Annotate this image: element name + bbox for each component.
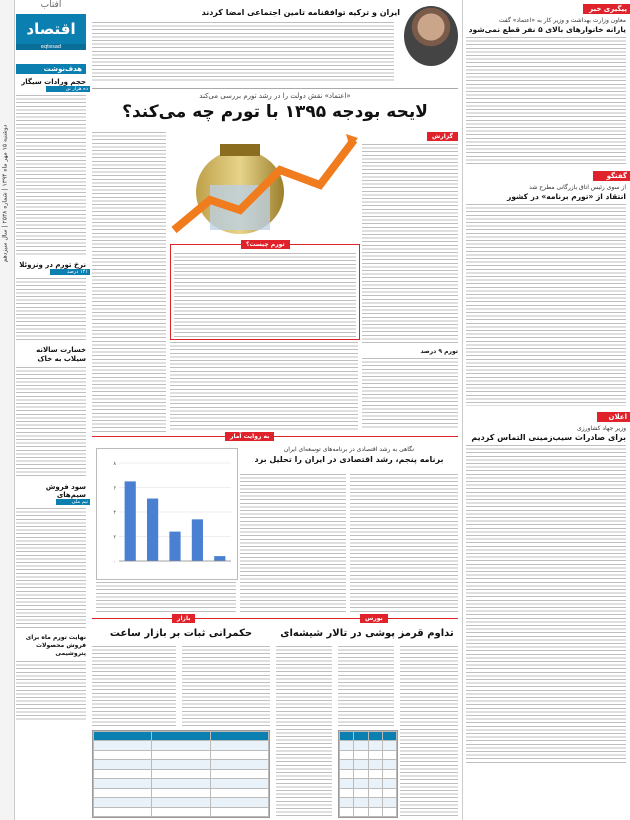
y-tick-label: ۶: [113, 485, 116, 492]
table-cell: [210, 760, 268, 769]
table-cell: [94, 798, 152, 807]
table-cell: [354, 788, 368, 797]
sidebar-story-4: [16, 483, 86, 630]
table-cell: [340, 741, 354, 750]
table-cell: [94, 779, 152, 788]
table-cell: [152, 779, 210, 788]
table-cell: [94, 750, 152, 759]
main-left-text: [92, 132, 166, 432]
sidebar-story-subtitle: ده هزار تن: [46, 86, 90, 92]
table-row: [94, 779, 269, 788]
table-cell: [94, 760, 152, 769]
section-banner: [16, 14, 86, 44]
table-cell: [94, 788, 152, 797]
sidebar-story-5: [16, 634, 86, 721]
sidebar-story-3: [16, 346, 86, 477]
report-subhead: تورم ۹ درصد: [420, 348, 458, 355]
jar-arrow-illustration: [170, 130, 358, 240]
sidebar-story-title: حجم ورادات سیگار: [21, 78, 86, 86]
bar: [147, 499, 158, 561]
table-cell: [152, 798, 210, 807]
right-column: [462, 0, 629, 820]
table-cell: [340, 779, 354, 788]
left-sidebar: [16, 0, 86, 820]
chart-section-text-3: [350, 474, 458, 614]
data-table: [93, 731, 269, 817]
table-cell: [382, 779, 396, 788]
right-story2-headline: انتقاد از «تورم برنامه» در کشور: [507, 192, 626, 201]
table-cell: [368, 769, 382, 778]
bar-chart-svg: [97, 449, 237, 579]
top-story-photo: [404, 6, 458, 66]
vertical-dateline: [0, 0, 15, 820]
right-tag-3: اعلان: [597, 412, 630, 422]
table-cell: [152, 769, 210, 778]
report-column: [362, 132, 458, 432]
sidebar-story-title: نهایت تورم ماه برای فروش محصولات پتروشیمی: [25, 634, 86, 657]
bar-chart: [96, 448, 238, 580]
bar: [125, 481, 136, 561]
table-cell: [354, 732, 368, 741]
y-tick-label: ۰: [113, 559, 116, 565]
chart-section-kicker: نگاهی به رشد اقتصادی در برنامه‌های توسعه‌ای ایران: [283, 446, 415, 453]
table-cell: [152, 750, 210, 759]
chart-section-text-2: [240, 474, 346, 614]
table-row: [94, 760, 269, 769]
table-cell: [354, 741, 368, 750]
sidebar-story-subtitle: تیم ملی: [56, 499, 90, 505]
main-headline: لایحه بودجه ۱۳۹۵ با تورم چه می‌کند؟: [122, 102, 428, 122]
bottom-right-story: [276, 615, 458, 818]
right-story1-headline: یارانه خانوارهای بالای ۵ نفر قطع نمی‌شود: [468, 25, 626, 34]
table-cell: [382, 769, 396, 778]
bottom-right-table: [338, 730, 398, 818]
table-row: [340, 760, 397, 769]
table-cell: [368, 798, 382, 807]
table-cell: [210, 807, 268, 817]
bottom-left-headline: حکمرانی ثبات بر بازار ساعت: [109, 628, 253, 639]
table-cell: [382, 760, 396, 769]
table-cell: [382, 798, 396, 807]
table-cell: [94, 769, 152, 778]
table-cell: [340, 798, 354, 807]
y-tick-label: ۸: [113, 461, 116, 467]
right-story3-headline: برای صادرات سیب‌زمینی التماس کردیم: [471, 433, 626, 442]
right-tag-1: پیگیری خبر: [583, 4, 630, 14]
bottom-right-tag: بورس: [360, 614, 388, 623]
table-cell: [340, 807, 354, 817]
table-row: [94, 741, 269, 750]
table-cell: [354, 779, 368, 788]
table-cell: [368, 750, 382, 759]
table-cell: [152, 741, 210, 750]
table-cell: [152, 788, 210, 797]
what-is-inflation-box: [170, 241, 360, 340]
table-cell: [368, 732, 382, 741]
table-row: [340, 798, 397, 807]
table-cell: [354, 798, 368, 807]
table-cell: [368, 788, 382, 797]
box-tag: تورم چیست؟: [241, 240, 290, 249]
right-tag-2: گفتگو: [593, 171, 630, 181]
table-cell: [382, 741, 396, 750]
table-row: [340, 779, 397, 788]
right-story3-kicker: وزیر جهاد کشاورزی: [577, 425, 626, 432]
table-cell: [382, 788, 396, 797]
table-cell: [382, 750, 396, 759]
table-cell: [340, 788, 354, 797]
sidebar-header: هدف‌نوشت: [16, 64, 86, 74]
bottom-left-tag: بازار: [172, 614, 195, 623]
table-row: [94, 807, 269, 817]
table-row: [340, 741, 397, 750]
table-cell: [210, 779, 268, 788]
dateline-text: دوشنبه ۱۵ مهر ماه ۱۳۹۴ | شماره ۲۵۳۸ | سال سیزدهم: [1, 124, 9, 263]
table-cell: [94, 807, 152, 817]
table-cell: [94, 741, 152, 750]
right-story1-kicker: معاون وزارت بهداشت و وزیر کار به «اعتماد» گفت: [499, 17, 626, 24]
section-latin: eqtesad: [16, 44, 86, 50]
table-cell: [382, 732, 396, 741]
table-row: [94, 750, 269, 759]
right-story2-kicker: از سوی رئیس اتاق بازرگانی مطرح شد: [529, 184, 626, 191]
table-cell: [152, 807, 210, 817]
top-story: [92, 4, 458, 86]
chart-section-heading: [240, 446, 458, 464]
table-cell: [354, 769, 368, 778]
table-row: [340, 769, 397, 778]
table-cell: [368, 779, 382, 788]
table-cell: [210, 750, 268, 759]
report-tag: گزارش: [427, 132, 458, 141]
chart-section-tag: به روایت آمار: [225, 432, 274, 441]
table-cell: [340, 769, 354, 778]
top-story-kicker: ایران و ترکیه توافقنامه تامین اجتماعی امضا کردند: [201, 8, 400, 17]
section-title: اقتصاد: [26, 20, 76, 38]
chart-section-text-1: [96, 582, 236, 614]
table-row: [94, 798, 269, 807]
table-row: [340, 732, 397, 741]
table-cell: [340, 750, 354, 759]
paper-logo: آفتاب: [40, 0, 62, 10]
table-row: [94, 732, 269, 741]
sidebar-story-subtitle: ۱۴۱ درصد: [50, 269, 90, 275]
table-cell: [210, 798, 268, 807]
main-middle-text: [170, 342, 358, 432]
main-story-header: [92, 92, 458, 130]
chart-section-headline: برنامه پنجم، رشد اقتصادی در ایران را تحلیل برد: [254, 455, 444, 464]
table-cell: [210, 732, 268, 741]
bottom-left-story: [92, 615, 270, 818]
table-cell: [152, 760, 210, 769]
main-illustration: [170, 130, 358, 240]
main-kicker: «اعتماد» نقش دولت را در رشد تورم بررسی می‌کند: [199, 92, 351, 100]
bar: [214, 556, 225, 561]
table-cell: [340, 732, 354, 741]
table-row: [340, 788, 397, 797]
table-row: [94, 788, 269, 797]
table-cell: [368, 760, 382, 769]
table-row: [340, 750, 397, 759]
sidebar-story-2: [16, 261, 86, 340]
table-cell: [382, 807, 396, 817]
table-cell: [152, 732, 210, 741]
table-row: [340, 807, 397, 817]
table-cell: [368, 741, 382, 750]
table-cell: [354, 760, 368, 769]
sidebar-story-1: [16, 78, 86, 255]
table-row: [94, 769, 269, 778]
table-cell: [354, 750, 368, 759]
bar: [169, 532, 180, 561]
table-cell: [340, 760, 354, 769]
table-cell: [210, 788, 268, 797]
bottom-right-headline: تداوم قرمز پوشی در تالار شیشه‌ای: [280, 628, 454, 639]
table-cell: [354, 807, 368, 817]
table-cell: [94, 732, 152, 741]
y-tick-label: ۲: [113, 534, 116, 541]
sidebar-story-title: سود فروش سیم‌های: [45, 483, 86, 499]
y-tick-label: ۴: [113, 510, 116, 516]
data-table: [339, 731, 397, 817]
bar: [192, 519, 203, 561]
sidebar-story-title: نرخ تورم در ونزوئلا: [19, 261, 86, 269]
table-cell: [210, 769, 268, 778]
table-cell: [368, 807, 382, 817]
sidebar-story-title: خسارت سالانه سیلاب به خاک: [36, 346, 86, 363]
bottom-left-table: [92, 730, 270, 818]
table-cell: [210, 741, 268, 750]
